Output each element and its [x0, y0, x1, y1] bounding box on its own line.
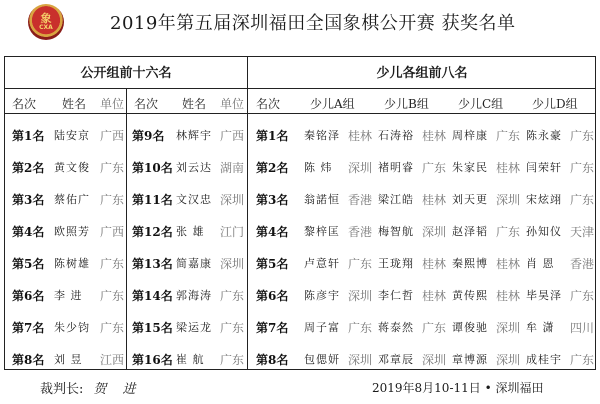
player-name: 李 进 [54, 289, 83, 302]
player-name: 文汉忠 [176, 193, 212, 206]
rank-label: 第2名 [12, 161, 45, 175]
header-group-b: 少儿B组 [384, 97, 429, 111]
player-unit: 桂林 [422, 193, 447, 207]
table-row [248, 118, 595, 150]
player-unit: 深圳 [348, 161, 373, 175]
player-name: 郭海涛 [176, 289, 212, 302]
table-row [248, 278, 595, 310]
logo-caption: CXA [39, 24, 53, 31]
player-name: 崔 航 [176, 353, 205, 366]
player-unit: 四川 [570, 321, 595, 335]
open-group-section [4, 56, 248, 370]
table-row [248, 246, 595, 278]
table-row [4, 182, 247, 214]
page-title: 2019年第五届深圳福田全国象棋公开赛 获奖名单 [110, 13, 516, 34]
player-name: 宋炫翊 [526, 193, 562, 206]
player-unit: 广东 [100, 193, 125, 207]
player-name: 陆安京 [54, 129, 90, 142]
rank-label: 第6名 [12, 289, 45, 303]
player-name: 邓章辰 [378, 353, 414, 366]
header-name: 姓名 [62, 97, 87, 111]
player-name: 林辉宇 [176, 129, 212, 142]
rank-label: 第8名 [256, 353, 289, 367]
header-group-c: 少儿C组 [458, 97, 504, 111]
player-name: 黄文俊 [54, 161, 90, 174]
player-unit: 深圳 [422, 353, 447, 367]
rank-label: 第9名 [132, 129, 165, 143]
player-name: 卢意轩 [304, 257, 340, 270]
player-name: 肖 恩 [526, 257, 555, 270]
player-unit: 深圳 [220, 257, 245, 271]
table-row [248, 150, 595, 182]
player-unit: 天津 [570, 225, 595, 239]
rank-label: 第3名 [12, 193, 45, 207]
player-name: 章博源 [452, 353, 488, 366]
table-row [248, 214, 595, 246]
player-name: 牟 潇 [526, 321, 555, 334]
table-row [248, 310, 595, 342]
player-unit: 广东 [570, 353, 595, 367]
event-logo [28, 4, 64, 40]
player-name: 陈永豪 [526, 129, 562, 142]
table-row [4, 118, 247, 150]
player-name: 刘天更 [452, 193, 488, 206]
player-unit: 桂林 [422, 129, 447, 143]
player-name: 张 雄 [176, 225, 205, 238]
player-unit: 桂林 [496, 257, 521, 271]
header-unit: 单位 [100, 97, 125, 111]
player-unit: 深圳 [348, 289, 373, 303]
player-name: 谭俊驰 [452, 321, 488, 334]
player-name: 朱家民 [452, 161, 488, 174]
table-row [4, 278, 247, 310]
player-name: 赵泽韬 [452, 225, 488, 238]
rank-label: 第4名 [256, 225, 289, 239]
chief-referee [40, 378, 142, 397]
player-unit: 广东 [100, 321, 125, 335]
rank-label: 第6名 [256, 289, 289, 303]
player-unit: 广东 [422, 321, 447, 335]
table-row [248, 342, 595, 374]
player-unit: 桂林 [422, 289, 447, 303]
table-row [4, 150, 247, 182]
player-unit: 深圳 [496, 353, 521, 367]
player-unit: 广东 [422, 161, 447, 175]
player-unit: 香港 [348, 225, 373, 239]
rank-label: 第1名 [256, 129, 289, 143]
player-name: 秦铭泽 [304, 129, 340, 142]
player-unit: 广东 [496, 129, 521, 143]
player-unit: 桂林 [496, 289, 521, 303]
player-unit: 广东 [220, 321, 245, 335]
player-unit: 深圳 [348, 353, 373, 367]
player-unit: 桂林 [496, 161, 521, 175]
player-unit: 湖南 [220, 161, 245, 175]
rank-label: 第7名 [256, 321, 289, 335]
rank-label: 第13名 [132, 257, 173, 271]
player-name: 梁运龙 [176, 321, 212, 334]
junior-groups-title: 少儿各组前八名 [376, 66, 468, 81]
player-name: 梁江皓 [378, 193, 414, 206]
player-unit: 江门 [220, 225, 245, 239]
player-unit: 广西 [100, 225, 125, 239]
player-unit: 广东 [570, 129, 595, 143]
event-date-location: 2019年8月10-11日 • 深圳福田 [372, 381, 544, 395]
player-name: 翁諾恒 [304, 193, 340, 206]
table-row [4, 310, 247, 342]
player-unit: 江西 [100, 353, 125, 367]
player-name: 周子富 [304, 321, 340, 334]
player-unit: 香港 [570, 257, 595, 271]
player-name: 蒋泰然 [378, 321, 414, 334]
header-unit-2: 单位 [220, 97, 245, 111]
player-name: 简嘉康 [176, 257, 212, 270]
player-unit: 广东 [100, 257, 125, 271]
logo-glyph: 象 [40, 12, 52, 25]
player-name: 刘 昱 [54, 353, 83, 366]
table-row [4, 214, 247, 246]
player-unit: 深圳 [220, 193, 245, 207]
player-name: 欧照芳 [54, 225, 90, 238]
player-name: 刘云达 [176, 161, 212, 174]
player-name: 成桂宇 [526, 353, 562, 366]
junior-groups-section [248, 56, 596, 370]
player-unit: 广东 [348, 321, 373, 335]
player-unit: 深圳 [496, 321, 521, 335]
player-unit: 广西 [100, 129, 125, 143]
player-name: 李仁哲 [378, 289, 414, 302]
rank-label: 第4名 [12, 225, 45, 239]
player-unit: 广东 [220, 289, 245, 303]
rank-label: 第7名 [12, 321, 45, 335]
rank-label: 第12名 [132, 225, 173, 239]
rank-label: 第3名 [256, 193, 289, 207]
rank-label: 第10名 [132, 161, 173, 175]
rank-label: 第16名 [132, 353, 173, 367]
open-group-title: 公开组前十六名 [80, 66, 172, 81]
header-rank: 名次 [12, 97, 37, 111]
player-name: 闫荣轩 [526, 161, 562, 174]
player-name: 陈彦宇 [304, 289, 340, 302]
player-name: 朱少钧 [54, 321, 90, 334]
rank-label: 第15名 [132, 321, 173, 335]
player-unit: 桂林 [422, 257, 447, 271]
player-unit: 桂林 [348, 129, 373, 143]
player-unit: 广东 [220, 353, 245, 367]
player-name: 褚明睿 [378, 161, 414, 174]
table-row [4, 342, 247, 374]
player-unit: 深圳 [422, 225, 447, 239]
header-rank: 名次 [256, 97, 281, 111]
player-name: 陈树雄 [54, 257, 90, 270]
player-name: 黄传熙 [452, 289, 488, 302]
player-unit: 广东 [100, 289, 125, 303]
header-rank-2: 名次 [134, 97, 159, 111]
rank-label: 第1名 [12, 129, 45, 143]
player-unit: 广东 [570, 289, 595, 303]
player-unit: 深圳 [496, 193, 521, 207]
player-name: 黎梓匡 [304, 225, 340, 238]
chief-referee-signature: 贺 进 [93, 382, 142, 397]
player-name: 秦熙博 [452, 257, 488, 270]
player-unit: 广东 [100, 161, 125, 175]
player-name: 陈 炜 [304, 161, 333, 174]
rank-label: 第2名 [256, 161, 289, 175]
player-name: 毕昊泽 [526, 289, 562, 302]
player-name: 石涛裕 [378, 129, 414, 142]
player-name: 包偲妍 [304, 353, 340, 366]
player-name: 孙知仪 [526, 225, 562, 238]
rank-label: 第8名 [12, 353, 45, 367]
player-name: 周梓康 [452, 129, 488, 142]
player-unit: 广东 [348, 257, 373, 271]
player-unit: 广东 [570, 161, 595, 175]
rank-label: 第14名 [132, 289, 173, 303]
rank-label: 第11名 [132, 193, 173, 207]
player-name: 梅智航 [378, 225, 414, 238]
junior-header-row [248, 88, 595, 114]
player-unit: 广东 [496, 225, 521, 239]
rank-label: 第5名 [256, 257, 289, 271]
chief-referee-label: 裁判长: [40, 382, 84, 397]
header-group-d: 少儿D组 [532, 97, 578, 111]
player-name: 王珑翔 [378, 257, 414, 270]
header-name-2: 姓名 [182, 97, 207, 111]
player-unit: 香港 [348, 193, 373, 207]
player-unit: 广西 [220, 129, 245, 143]
table-row [4, 246, 247, 278]
header-group-a: 少儿A组 [310, 97, 355, 111]
table-row [248, 182, 595, 214]
rank-label: 第5名 [12, 257, 45, 271]
player-unit: 广东 [570, 193, 595, 207]
player-name: 蔡佑广 [54, 193, 90, 206]
